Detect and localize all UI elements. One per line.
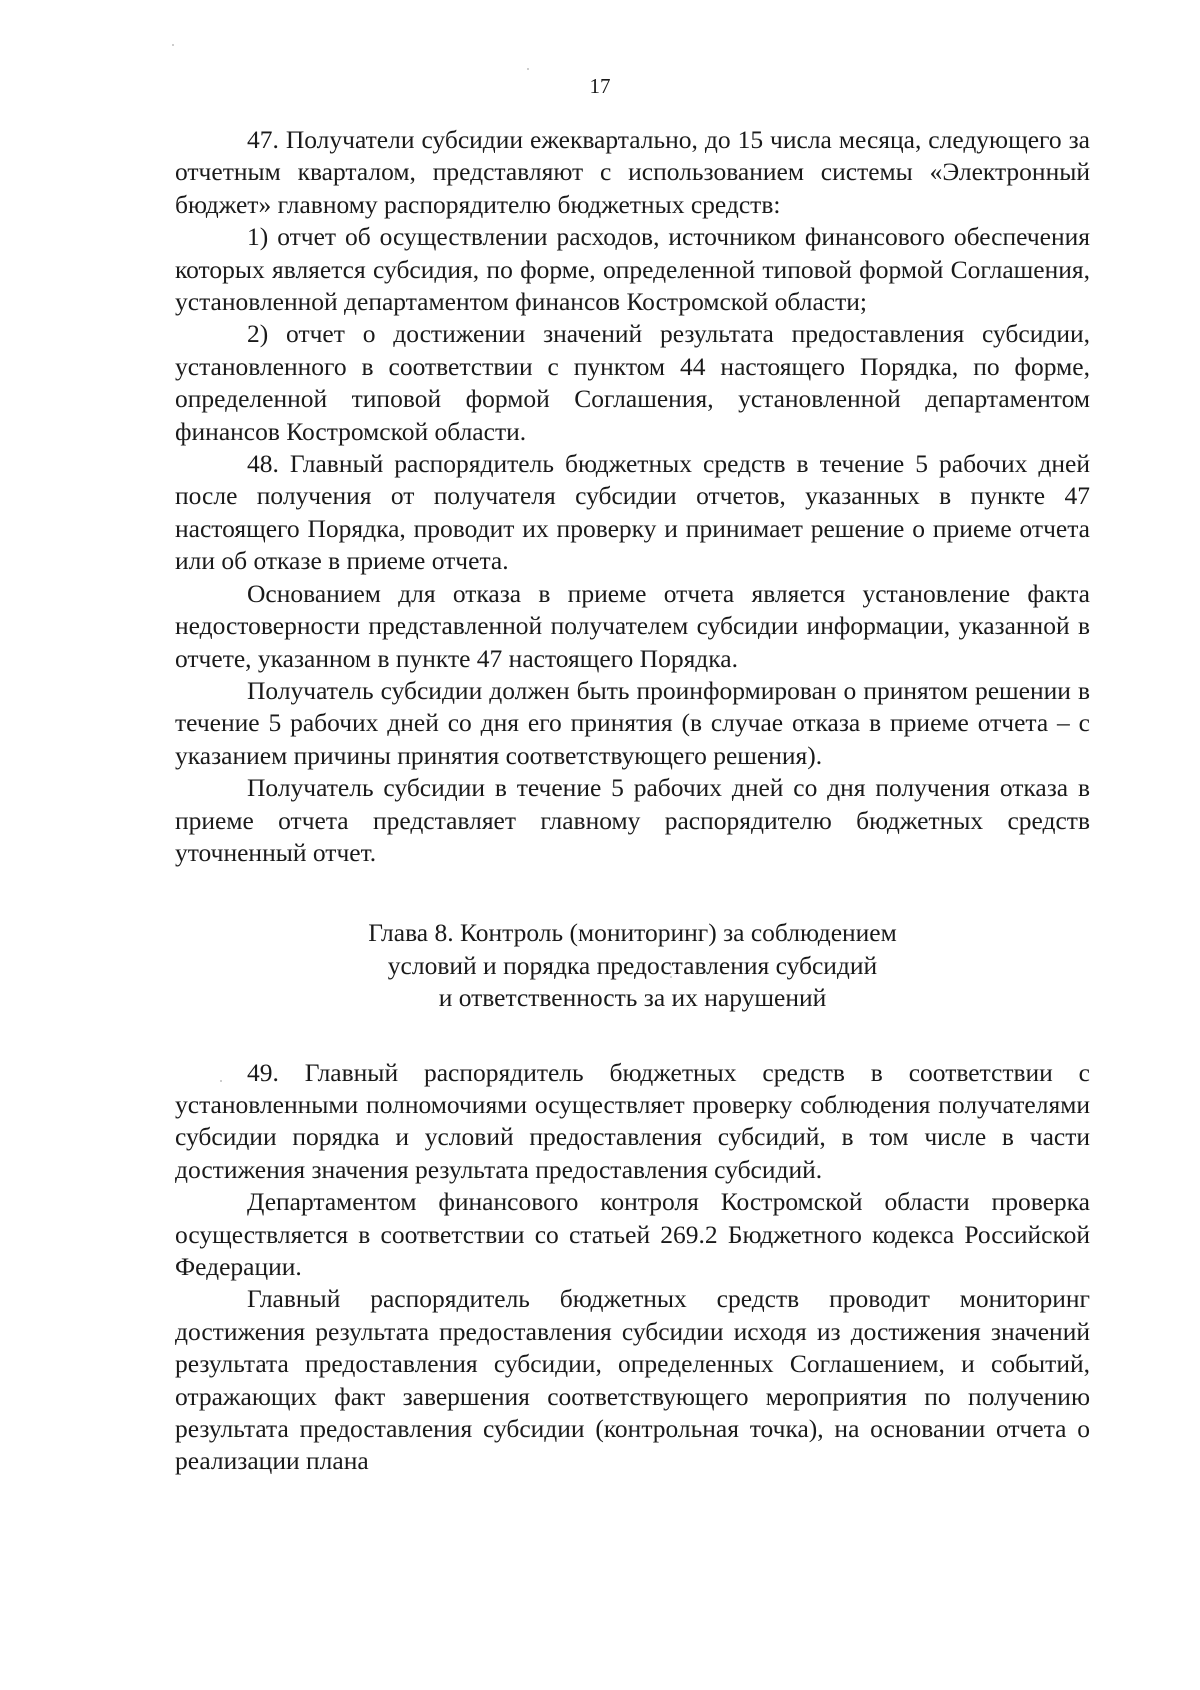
paragraph: Получатель субсидии должен быть проинформирован о принятом решении в течение 5 рабочих дней со дня его принятия (в случае отказа в приеме отчета – с указанием причины принятия соответствующего решения).	[175, 675, 1090, 770]
paragraph: Главный распорядитель бюджетных средств проводит мониторинг достижения результата предоставления субсидии исходя из достижения значений результата предоставления субсидии, определенных Соглашением, и событий, отражающих факт завершения соответствующего мероприятия по получению результата предоставления субсидии (контрольная точка), на основании отчета о реализации плана	[175, 1284, 1090, 1476]
paragraph: 48. Главный распорядитель бюджетных средств в течение 5 рабочих дней после получения от получателя субсидии отчетов, указанных в пункте 47 настоящего Порядка, проводит их проверку и принимает решение о приеме отчета или об отказе в приеме отчета.	[175, 449, 1090, 576]
scan-speck	[172, 44, 174, 46]
paragraph: 1) отчет об осуществлении расходов, источником финансового обеспечения которых является субсидия, по форме, определенной типовой формой Соглашения, установленной департаментом финансов Костромской области;	[175, 222, 1090, 317]
chapter-heading	[175, 917, 1090, 1014]
scan-speck	[527, 68, 529, 70]
paragraph: Получатель субсидии в течение 5 рабочих дней со дня получения отказа в приеме отчета представляет главному распорядителю бюджетных средств уточненный отчет.	[175, 773, 1090, 867]
document-body	[175, 124, 1090, 1478]
paragraph: 2) отчет о достижении значений результата предоставления субсидии, установленного в соответствии с пунктом 44 настоящего Порядка, по форме, определенной типовой формой Соглашения, установленной департаментом финансов Костромской области.	[175, 319, 1090, 446]
chapter-heading-line: условий и порядка предоставления субсидий	[387, 950, 878, 980]
paragraph: 49. Главный распорядитель бюджетных средств в соответствии с установленными полномочиями осуществляет проверку соблюдения получателями субсидии порядка и условий предоставления субсидий, в том числе в части достижения значения результата предоставления субсидий.	[175, 1057, 1090, 1184]
paragraph: Департаментом финансового контроля Костромской области проверка осуществляется в соответствии со статьей 269.2 Бюджетного кодекса Российской Федерации.	[175, 1187, 1090, 1281]
paragraph: 47. Получатели субсидии ежеквартально, до 15 числа месяца, следующего за отчетным кварталом, представляют с использованием системы «Электронный бюджет» главному распорядителю бюджетных средств:	[175, 125, 1090, 219]
page-number: 17	[589, 74, 611, 98]
chapter-heading-line: Глава 8. Контроль (мониторинг) за соблюдением	[368, 918, 897, 948]
chapter-heading-line: и ответственность за их нарушений	[438, 983, 827, 1013]
paragraph: Основанием для отказа в приеме отчета является установление факта недостоверности представленной получателем субсидии информации, указанной в отчете, указанном в пункте 47 настоящего Порядка.	[175, 578, 1090, 673]
